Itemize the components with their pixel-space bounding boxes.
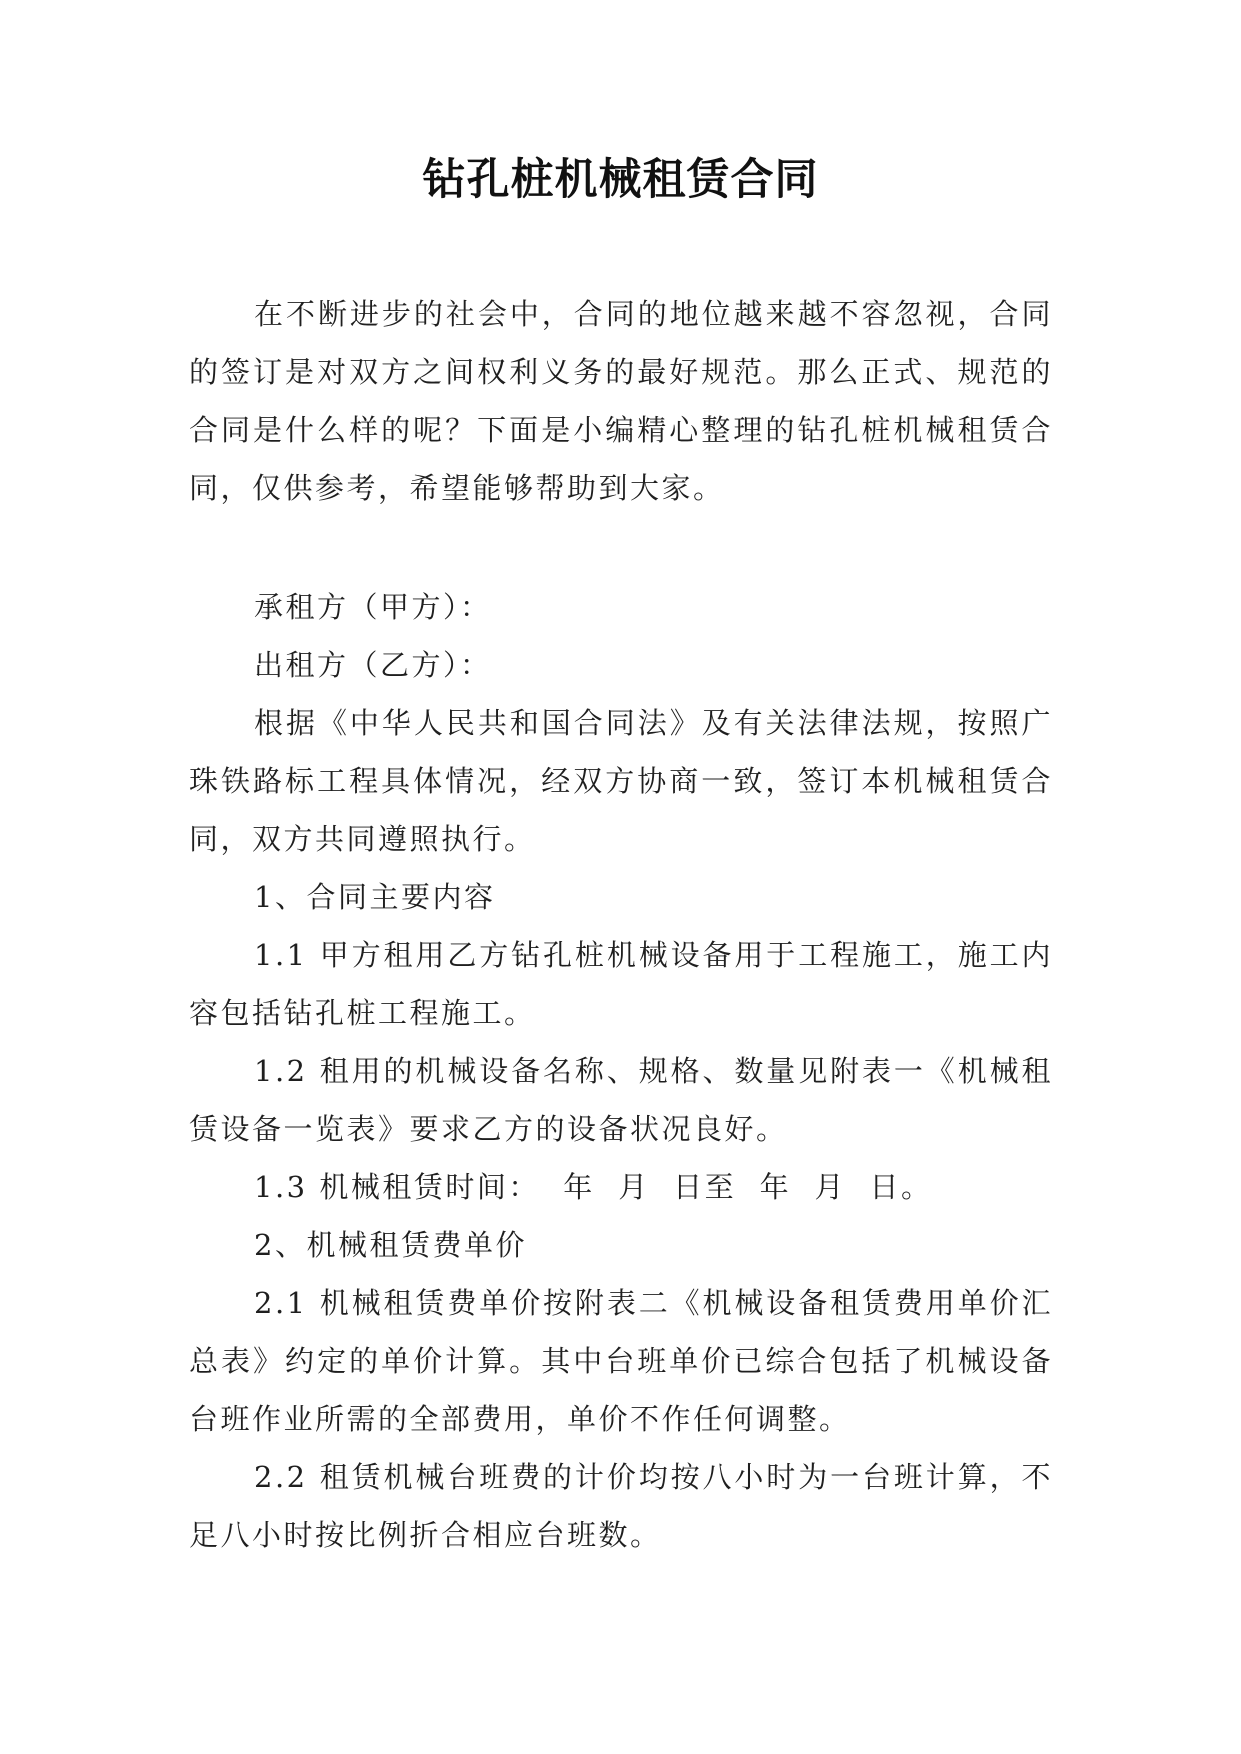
section-heading-2: 2、机械租赁费单价: [254, 1228, 527, 1262]
clause-1-1: 1.1 甲方租用乙方钻孔桩机械设备用于工程施工，施工内容包括钻孔桩工程施工。: [189, 938, 1053, 1030]
intro-section: [189, 285, 1053, 517]
preamble-paragraph: 根据《中华人民共和国合同法》及有关法律法规，按照广珠铁路标工程具体情况，经双方协商一致，签订本机械租赁合同，双方共同遵照执行。: [189, 706, 1053, 856]
clause-2-2: 2.2 租赁机械台班费的计价均按八小时为一台班计算，不足八小时按比例折合相应台班数。: [189, 1460, 1053, 1552]
lessee-line: 承租方（甲方）：: [254, 590, 492, 624]
document-title: 钻孔桩机械租赁合同: [422, 155, 819, 205]
intro-paragraph: 在不断进步的社会中，合同的地位越来越不容忽视，合同的签订是对双方之间权利义务的最好规范。那么正式、规范的合同是什么样的呢？下面是小编精心整理的钻孔桩机械租赁合同，仅供参考，希望能够帮助到大家。: [189, 297, 1053, 505]
lessor-line: 出租方（乙方）：: [254, 648, 492, 682]
contract-body: [189, 578, 1053, 1564]
clause-1-3: 1.3 机械租赁时间： 年 月 日至 年 月 日。: [254, 1170, 933, 1204]
section-heading-1: 1、合同主要内容: [254, 880, 496, 914]
clause-2-1: 2.1 机械租赁费单价按附表二《机械设备租赁费用单价汇总表》约定的单价计算。其中台班单价已综合包括了机械设备台班作业所需的全部费用，单价不作任何调整。: [189, 1286, 1053, 1436]
clause-1-2: 1.2 租用的机械设备名称、规格、数量见附表一《机械租赁设备一览表》要求乙方的设备状况良好。: [189, 1054, 1053, 1146]
